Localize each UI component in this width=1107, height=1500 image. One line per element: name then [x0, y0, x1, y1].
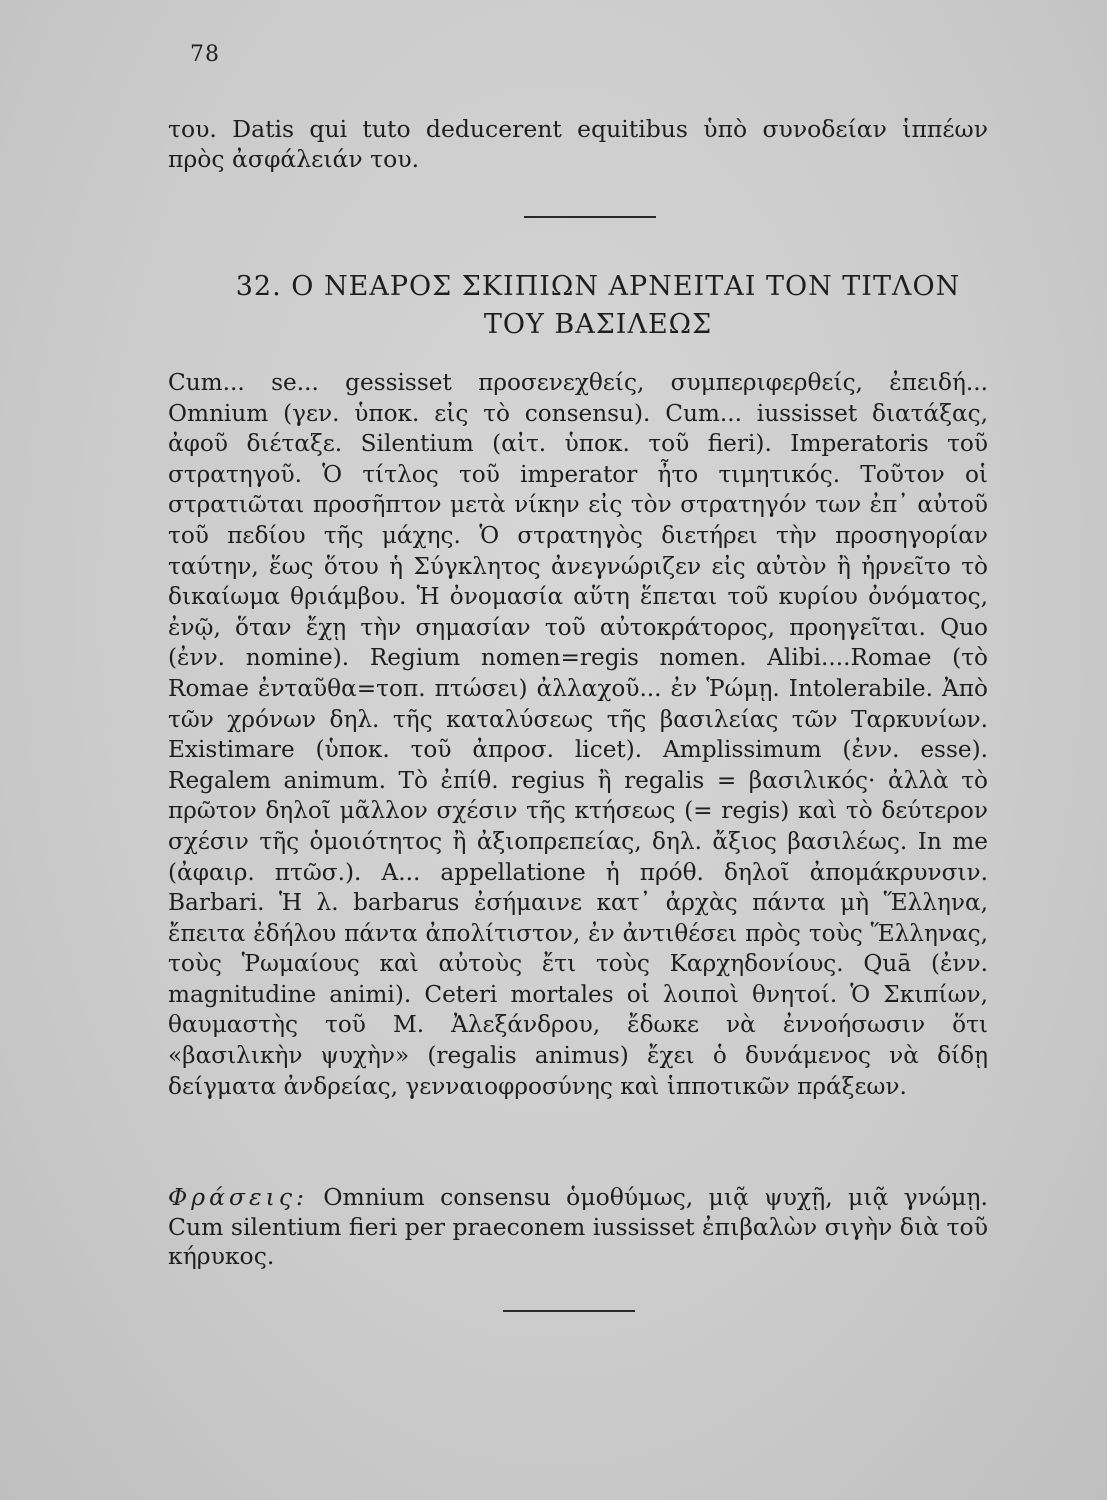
intro-paragraph: του. Datis qui tuto deducerent equitibus ὑπὸ συνοδείαν ἱππέων πρὸς ἀσφάλειάν του. [168, 115, 988, 173]
page-number: 78 [190, 42, 220, 67]
section-heading-line-1: 32. Ο ΝΕΑΡΟΣ ΣΚΙΠΙΩΝ ΑΡΝΕΙΤΑΙ ΤΟΝ ΤΙΤΛΟΝ [235, 271, 961, 302]
section-heading [168, 268, 1028, 344]
phrases-paragraph [168, 1183, 988, 1272]
section-divider-bottom [503, 1310, 635, 1312]
section-divider-top [524, 216, 656, 218]
phrases-text: Omnium consensu ὁμοθύμως, μιᾷ ψυχῇ, μιᾷ γνώμῃ. Cum silentium fieri per praeconem iussisset ἐπιβαλὼν σιγὴν διὰ τοῦ κήρυκος. [168, 1183, 988, 1270]
phrases-label: Φράσεις: [168, 1183, 308, 1211]
section-heading-line-2: ΤΟΥ ΒΑΣΙΛΕΩΣ [483, 309, 713, 340]
commentary-paragraph: Cum... se... gessisset προσενεχθείς, συμπεριφερθείς, ἐπειδή... Omnium (γεν. ὑποκ. εἰς τὸ consensu). Cum... iussisset διατάξας, ἀφοῦ διέταξε. Silentium (αἰτ. ὑποκ. τοῦ fieri). Imperatoris τοῦ στρατηγοῦ. Ὁ τίτλος τοῦ imperator ἦτο τιμητικός. Τοῦτον οἱ στρατιῶται προσῆπτον μετὰ νίκην εἰς τὸν στρατηγόν των ἐπ᾽ αὐτοῦ τοῦ πεδίου τῆς μάχης. Ὁ στρατηγὸς διετήρει τὴν προσηγορίαν ταύτην, ἕως ὅτου ἡ Σύγκλητος ἀνεγνώριζεν εἰς αὐτὸν ἢ ἠρνεῖτο τὸ δικαίωμα θριάμβου. Ἡ ὀνομασία αὕτη ἕπεται τοῦ κυρίου ὀνόματος, ἐνῷ, ὅταν ἔχῃ τὴν σημασίαν τοῦ αὐτοκράτορος, προηγεῖται. Quo (ἐνν. nomine). Regium nomen=regis nomen. Alibi....Romae (τὸ Romae ἐνταῦθα=τοπ. πτώσει) ἀλλαχοῦ... ἐν Ῥώμῃ. Intolerabile. Ἀπὸ τῶν χρόνων δηλ. τῆς καταλύσεως τῆς βασιλείας τῶν Ταρκυνίων. Existimare (ὑποκ. τοῦ ἀπροσ. licet). Amplissimum (ἐνν. esse). Regalem animum. Τὸ ἐπίθ. regius ἢ regalis = βασιλικός· ἀλλὰ τὸ πρῶτον δηλοῖ μᾶλλον σχέσιν τῆς κτήσεως (= regis) καὶ τὸ δεύτερον σχέσιν τῆς ὁμοιότητος ἢ ἀξιοπρεπείας, δηλ. ἄξιος βασιλέως. In me (ἀφαιρ. πτῶσ.). A... appellatione ἡ πρόθ. δηλοῖ ἀπομάκρυνσιν. Barbari. Ἡ λ. barbarus ἐσήμαινε κατ᾽ ἀρχὰς πάντα μὴ Ἕλληνα, ἔπειτα ἐδήλου πάντα ἀπολίτιστον, ἐν ἀντιθέσει πρὸς τοὺς Ἕλληνας, τοὺς Ῥωμαίους καὶ αὐτοὺς ἔτι τοὺς Καρχηδονίους. Quā (ἐνν. magnitudine animi). Ceteri mortales οἱ λοιποὶ θνητοί. Ὁ Σκιπίων, θαυμαστὴς τοῦ Μ. Ἀλεξάνδρου, ἔδωκε νὰ ἐννοήσωσιν ὅτι «βασιλικὴν ψυχὴν» (regalis animus) ἔχει ὁ δυνάμενος νὰ δίδῃ δείγματα ἀνδρείας, γενναιοφροσύνης καὶ ἱπποτικῶν πράξεων. [168, 369, 988, 1100]
